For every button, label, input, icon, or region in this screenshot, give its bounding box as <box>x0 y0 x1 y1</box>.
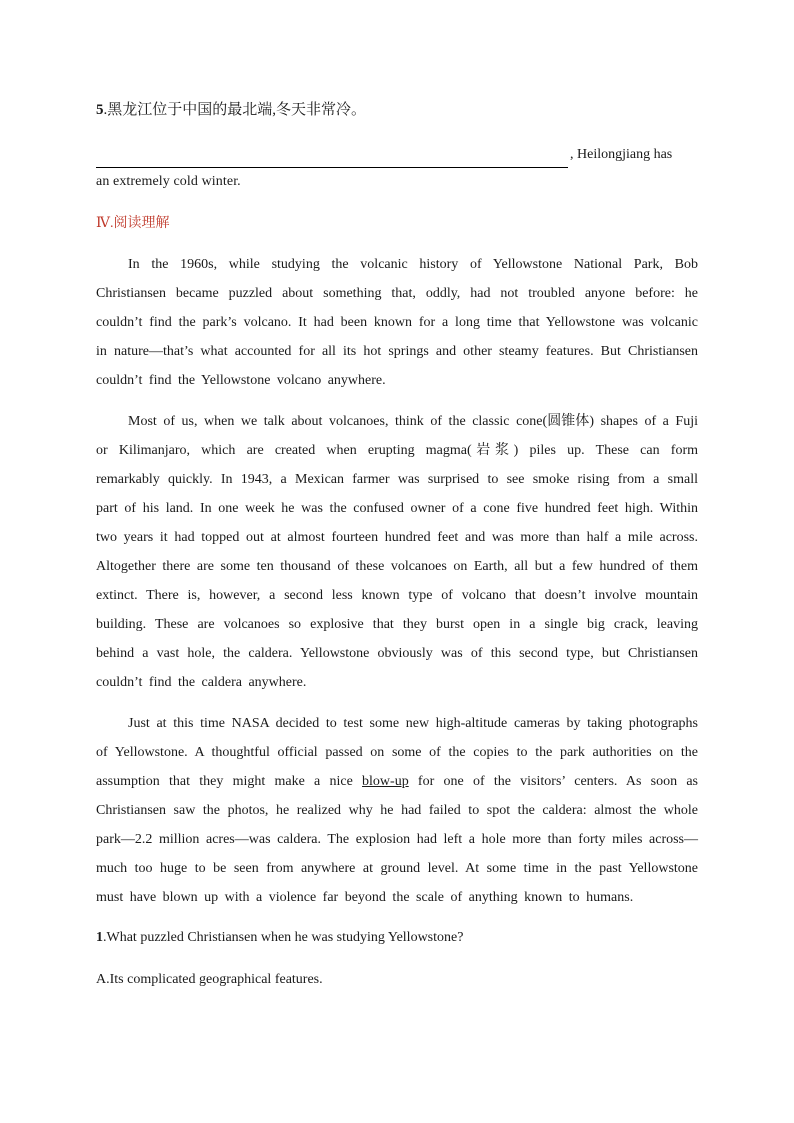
question-1-option-a[interactable]: A.Its complicated geographical features. <box>96 972 323 987</box>
passage-paragraph-2: Most of us, when we talk about volcanoes, think of the classic cone(圆锥体) shapes of a Fuji or Kilimanjaro, which are created when erupting magma(岩浆) piles up. These can form remarkably quickly. In 1943, a Mexican farmer was surprised to see smoke rising from a small part of his land. In one week he was the confused owner of a cone five hundred feet high. Within two years it had topped out at almost fourteen hundred feet and was more than half a mile across. Altogether there are some ten thousand of these volcanoes on Earth, all but a few hundred of them extinct. There is, however, a second less known type of volcano that doesn’t involve mountain building. These are volcanoes so explosive that they burst open in a single big crack, leaving behind a vast hole, the caldera. Yellowstone obviously was of this second type, but Christiansen couldn’t find the caldera anywhere. <box>96 414 698 690</box>
question-5-answer-line <box>96 142 698 168</box>
question-1-text: .What puzzled Christiansen when he was studying Yellowstone? <box>103 930 464 945</box>
underlined-word: blow-up <box>362 774 409 789</box>
passage-paragraph-3-part-1: Just at this time NASA decided to test some new high-altitude cameras by taking photographs of Yellowstone. A thoughtful official passed on some of the copies to the park authorities on the assumption that they might make a nice <box>96 716 698 789</box>
passage-paragraph-3-part-2: for one of the visitors’ centers. As soon as Christiansen saw the photos, he realized why he had failed to spot the caldera: almost the whole park—2.2 million acres—was caldera. The explosion had left a hole more than forty miles across—much too huge to be seen from anywhere at ground level. At some time in the past Yellowstone must have blown up with a violence far beyond the scale of anything known to humans. <box>96 774 698 905</box>
passage-paragraph-1: In the 1960s, while studying the volcanic history of Yellowstone National Park, Bob Christiansen became puzzled about something that, oddly, had not troubled anyone before: he couldn’t find the park’s volcano. It had been known for a long time that Yellowstone was volcanic in nature—that’s what accounted for all its hot springs and other steamy features. But Christiansen couldn’t find the Yellowstone volcano anywhere. <box>96 257 698 388</box>
question-1-number: 1 <box>96 930 103 945</box>
question-5-prompt <box>96 96 698 124</box>
question-1 <box>96 924 698 952</box>
question-5-text: .黑龙江位于中国的最北端,冬天非常冷。 <box>103 102 367 118</box>
worksheet-page <box>96 96 698 994</box>
answer-blank[interactable] <box>96 149 568 168</box>
question-5-number: 5 <box>96 102 104 118</box>
section-title-reading: Ⅳ.阅读理解 <box>96 216 170 231</box>
passage-paragraph-3 <box>96 709 698 912</box>
question-5-continuation: an extremely cold winter. <box>96 174 241 189</box>
question-5-blank-suffix: , Heilongjiang has <box>570 147 673 162</box>
